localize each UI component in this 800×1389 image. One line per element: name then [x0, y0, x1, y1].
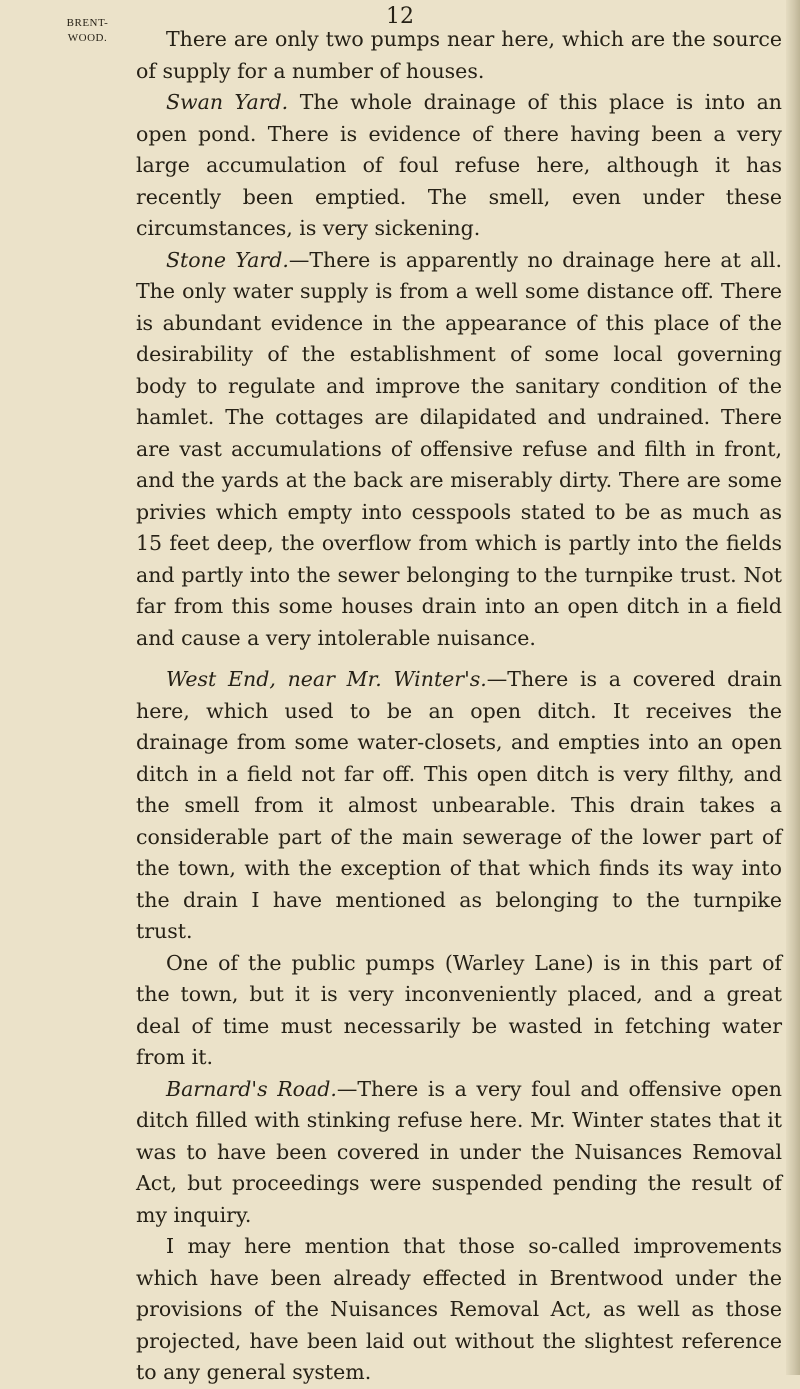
paragraph-text: —There is a very foul and offensive open ditch filled with stinking refuse here. Mr. Winter states that it was to have been covered in under the Nuisances Removal Act, but proceedings were suspended pending the result of my inquiry.: [136, 1076, 782, 1227]
paragraph-text: —There is a covered drain here, which used to be an open ditch. It receives the drainage from some water-closets, and empties into an open ditch in a field not far off. This open ditch is very filthy, and the smell from it almost unbearable. This drain takes a considerable part of the main sewerage of the lower part of the town, with the exception of that which finds its way into the drain I have mentioned as belonging to the turnpike trust.: [136, 667, 782, 943]
marginal-note-line: BRENT-: [66, 17, 109, 29]
paragraph-stone-yard: [136, 245, 782, 655]
place-heading: West End, near Mr. Winter's.: [166, 667, 487, 691]
paragraph-text: The whole drainage of this place is into an open pond. There is evidence of there having been a very large accumulation of foul refuse here, although it has recently been emptied. The smell, even under these circumstances, is very sickening.: [136, 90, 783, 240]
marginal-note: [60, 16, 115, 46]
paragraph-swan-yard: [136, 87, 782, 245]
marginal-note-line: WOOD.: [67, 32, 108, 44]
paragraph-west-end: [136, 664, 782, 948]
page-edge: [786, 0, 800, 1375]
body-text: [136, 24, 782, 1389]
paragraph-barnards-road: [136, 1074, 782, 1232]
paragraph-public-pumps: [136, 948, 782, 1074]
paragraph-text: I may here mention that those so-called improvements which have been already effected in Brentwood under the provisions of the Nuisances Removal Act, as well as those projected, have been laid out without the slightest reference to any general system.: [136, 1234, 782, 1384]
paragraph-text: One of the public pumps (Warley Lane) is in this part of the town, but it is very inconveniently placed, and a great deal of time must necessarily be wasted in fetching water from it.: [136, 950, 782, 1069]
paragraph-text: —There is apparently no drainage here at all. The only water supply is from a well some distance off. There is abundant evidence in the appearance of this place of the desirability of the establishment of some local governing body to regulate and improve the sanitary condition of the hamlet. The cottages are dilapidated and undrained. There are vast accumulations of offensive refuse and filth in front, and the yards at the back are miserably dirty. There are some privies which empty into cesspools stated to be as much as 15 feet deep, the overflow from which is partly into the fields and partly into the sewer belonging to the turnpike trust. Not far from this some houses drain into an open ditch in a field and cause a very intolerable nuisance.: [136, 247, 782, 650]
place-heading: Swan Yard.: [166, 90, 289, 114]
paragraph-text: There are only two pumps near here, which are the source of supply for a number of houses.: [136, 27, 782, 83]
place-heading: Stone Yard.: [166, 247, 289, 272]
paragraph-pumps: [136, 24, 782, 87]
place-heading: Barnard's Road.: [166, 1076, 337, 1101]
page-number: 12: [386, 4, 414, 29]
paragraph-improvements: [136, 1231, 782, 1389]
